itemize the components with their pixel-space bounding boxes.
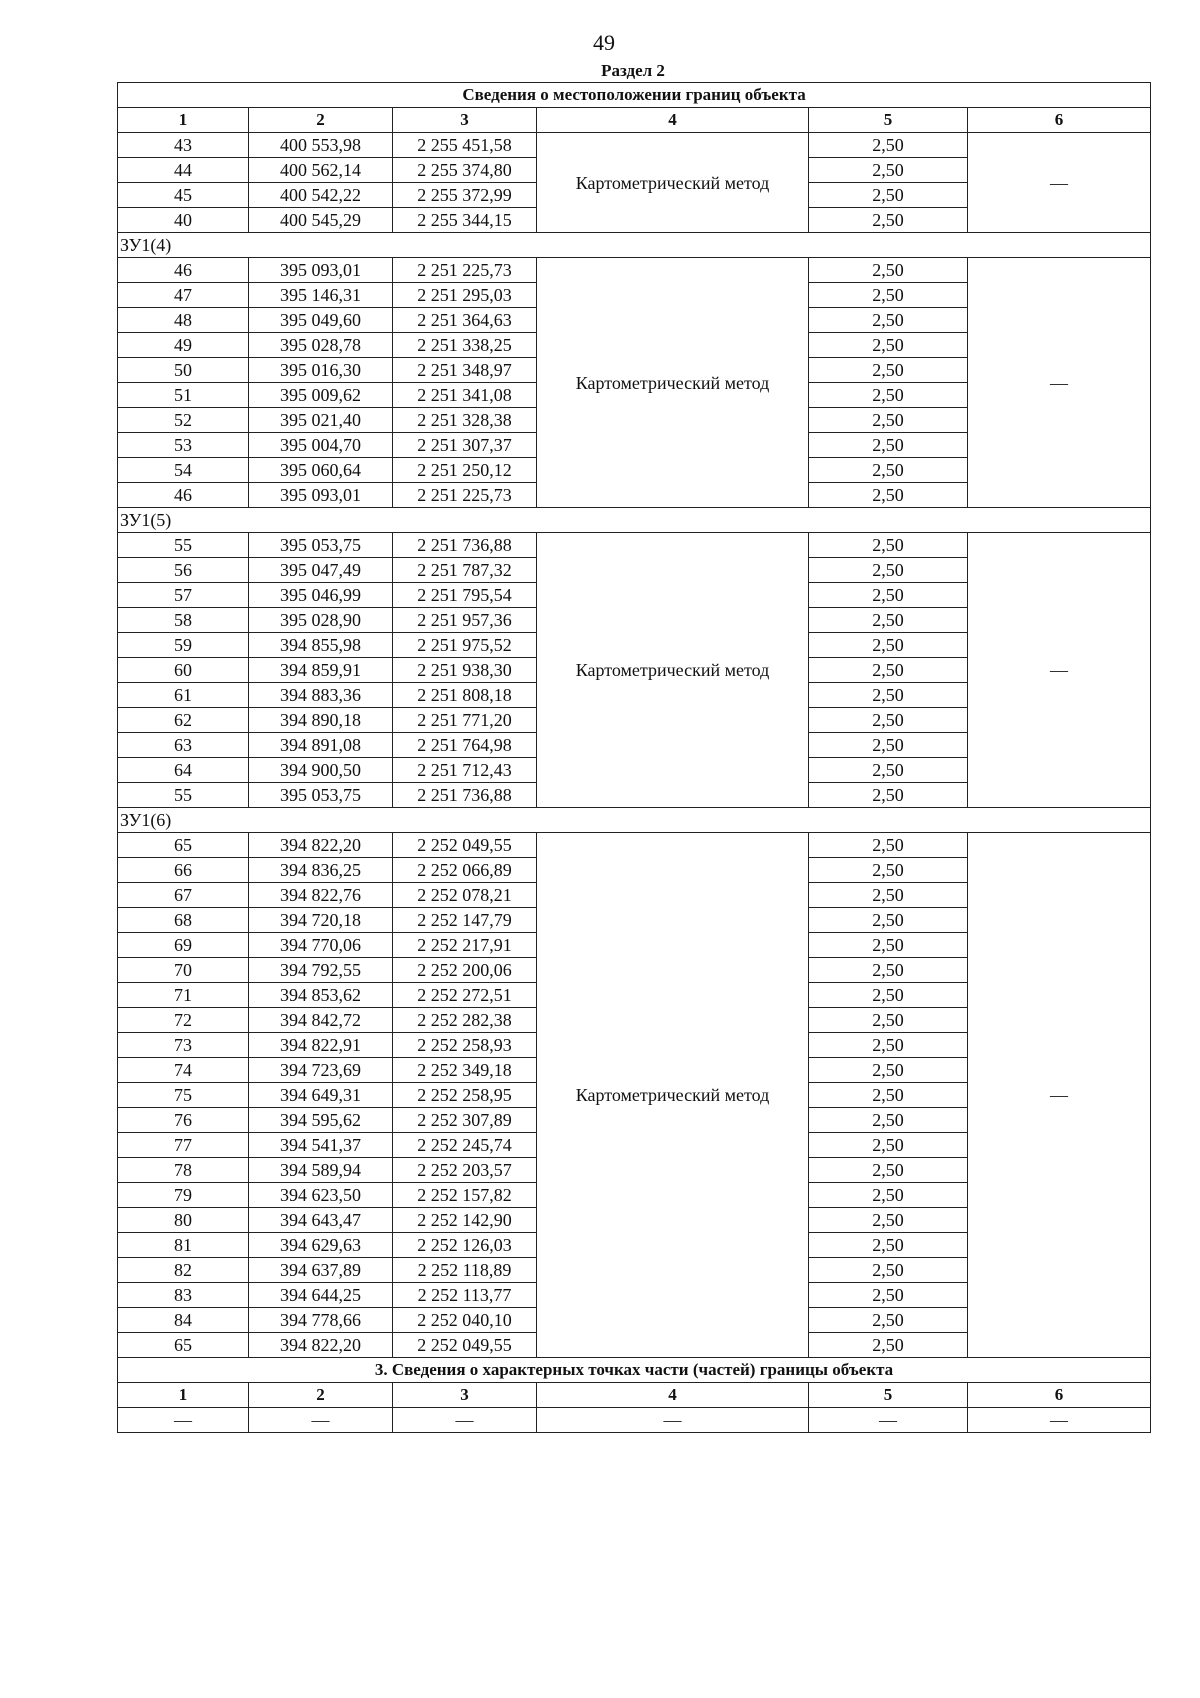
point-number: 80	[118, 1208, 249, 1233]
column6-dash: —	[968, 133, 1151, 233]
precision-value: 2,50	[809, 783, 968, 808]
point-number: 63	[118, 733, 249, 758]
precision-value: 2,50	[809, 1258, 968, 1283]
precision-value: 2,50	[809, 633, 968, 658]
point-number: 74	[118, 1058, 249, 1083]
point-number: 62	[118, 708, 249, 733]
coordinate-y: 2 252 258,93	[393, 1033, 537, 1058]
coordinate-x: 394 595,62	[249, 1108, 393, 1133]
point-number: 43	[118, 133, 249, 158]
precision-value: 2,50	[809, 658, 968, 683]
precision-value: 2,50	[809, 433, 968, 458]
point-number: 75	[118, 1083, 249, 1108]
precision-value: 2,50	[809, 483, 968, 508]
coordinate-y: 2 252 113,77	[393, 1283, 537, 1308]
coordinate-y: 2 252 157,82	[393, 1183, 537, 1208]
point-number: 83	[118, 1283, 249, 1308]
coordinate-y: 2 251 771,20	[393, 708, 537, 733]
point-number: 57	[118, 583, 249, 608]
point-number: 67	[118, 883, 249, 908]
point-number: 60	[118, 658, 249, 683]
point-number: 65	[118, 833, 249, 858]
point-number: 66	[118, 858, 249, 883]
point-number: 78	[118, 1158, 249, 1183]
precision-value: 2,50	[809, 208, 968, 233]
part-empty-row	[118, 1408, 1151, 1433]
coordinate-x: 394 623,50	[249, 1183, 393, 1208]
group-label: ЗУ1(5)	[118, 508, 1151, 533]
coordinate-x: 395 016,30	[249, 358, 393, 383]
precision-value: 2,50	[809, 608, 968, 633]
precision-value: 2,50	[809, 958, 968, 983]
point-number: 44	[118, 158, 249, 183]
table-row	[118, 133, 1151, 158]
precision-value: 2,50	[809, 533, 968, 558]
group-header-row	[118, 508, 1151, 533]
precision-value: 2,50	[809, 358, 968, 383]
coordinate-x: 400 545,29	[249, 208, 393, 233]
coordinate-y: 2 251 225,73	[393, 258, 537, 283]
coordinates-table	[117, 82, 1151, 1433]
column-header-1: 1	[118, 108, 249, 133]
coordinate-x: 400 542,22	[249, 183, 393, 208]
point-number: 40	[118, 208, 249, 233]
coordinate-y: 2 251 307,37	[393, 433, 537, 458]
precision-value: 2,50	[809, 158, 968, 183]
precision-value: 2,50	[809, 758, 968, 783]
coordinate-y: 2 251 364,63	[393, 308, 537, 333]
point-number: 46	[118, 258, 249, 283]
column-header-4: 4	[537, 108, 809, 133]
coordinate-y: 2 251 736,88	[393, 783, 537, 808]
precision-value: 2,50	[809, 583, 968, 608]
part-column-header-4: 4	[537, 1383, 809, 1408]
coordinate-x: 394 822,76	[249, 883, 393, 908]
coordinate-x: 394 649,31	[249, 1083, 393, 1108]
precision-value: 2,50	[809, 1308, 968, 1333]
precision-value: 2,50	[809, 733, 968, 758]
point-number: 59	[118, 633, 249, 658]
precision-value: 2,50	[809, 1058, 968, 1083]
coordinate-y: 2 252 066,89	[393, 858, 537, 883]
coordinate-y: 2 252 200,06	[393, 958, 537, 983]
coordinate-y: 2 252 126,03	[393, 1233, 537, 1258]
coordinate-x: 394 792,55	[249, 958, 393, 983]
coordinate-x: 395 047,49	[249, 558, 393, 583]
point-number: 69	[118, 933, 249, 958]
coordinate-y: 2 252 258,95	[393, 1083, 537, 1108]
part-section-title-row	[118, 1358, 1151, 1383]
coordinate-x: 394 836,25	[249, 858, 393, 883]
precision-value: 2,50	[809, 908, 968, 933]
coordinate-y: 2 251 328,38	[393, 408, 537, 433]
point-number: 48	[118, 308, 249, 333]
point-number: 53	[118, 433, 249, 458]
precision-value: 2,50	[809, 133, 968, 158]
coordinate-y: 2 255 372,99	[393, 183, 537, 208]
table-row	[118, 833, 1151, 858]
precision-value: 2,50	[809, 283, 968, 308]
coordinate-y: 2 251 808,18	[393, 683, 537, 708]
coordinate-x: 394 643,47	[249, 1208, 393, 1233]
point-number: 55	[118, 783, 249, 808]
coordinate-x: 395 049,60	[249, 308, 393, 333]
coordinate-y: 2 252 078,21	[393, 883, 537, 908]
coordinate-y: 2 252 245,74	[393, 1133, 537, 1158]
part-column-header-row	[118, 1383, 1151, 1408]
part-column-header-5: 5	[809, 1383, 968, 1408]
coordinate-x: 394 859,91	[249, 658, 393, 683]
column-header-5: 5	[809, 108, 968, 133]
column-header-row	[118, 108, 1151, 133]
coordinate-y: 2 252 142,90	[393, 1208, 537, 1233]
coordinate-x: 394 822,20	[249, 833, 393, 858]
coordinate-y: 2 251 295,03	[393, 283, 537, 308]
coordinate-y: 2 252 282,38	[393, 1008, 537, 1033]
coordinate-y: 2 255 344,15	[393, 208, 537, 233]
coordinate-x: 394 853,62	[249, 983, 393, 1008]
method-cell: Картометрический метод	[537, 833, 809, 1358]
point-number: 82	[118, 1258, 249, 1283]
precision-value: 2,50	[809, 1033, 968, 1058]
coordinate-x: 394 629,63	[249, 1233, 393, 1258]
coordinate-x: 395 028,78	[249, 333, 393, 358]
group-header-row	[118, 233, 1151, 258]
point-number: 81	[118, 1233, 249, 1258]
table-row	[118, 258, 1151, 283]
point-number: 50	[118, 358, 249, 383]
point-number: 71	[118, 983, 249, 1008]
coordinate-y: 2 252 118,89	[393, 1258, 537, 1283]
coordinate-y: 2 252 349,18	[393, 1058, 537, 1083]
part-column-header-3: 3	[393, 1383, 537, 1408]
coordinate-x: 394 778,66	[249, 1308, 393, 1333]
coordinate-x: 394 770,06	[249, 933, 393, 958]
precision-value: 2,50	[809, 1108, 968, 1133]
coordinate-x: 394 855,98	[249, 633, 393, 658]
precision-value: 2,50	[809, 383, 968, 408]
coordinate-y: 2 252 049,55	[393, 833, 537, 858]
method-cell: Картометрический метод	[537, 133, 809, 233]
coordinate-y: 2 251 250,12	[393, 458, 537, 483]
coordinate-y: 2 252 040,10	[393, 1308, 537, 1333]
coordinate-y: 2 251 341,08	[393, 383, 537, 408]
precision-value: 2,50	[809, 833, 968, 858]
precision-value: 2,50	[809, 1283, 968, 1308]
precision-value: 2,50	[809, 1208, 968, 1233]
precision-value: 2,50	[809, 1133, 968, 1158]
coordinate-y: 2 251 338,25	[393, 333, 537, 358]
coordinate-x: 395 060,64	[249, 458, 393, 483]
part-empty-cell: —	[537, 1408, 809, 1433]
point-number: 52	[118, 408, 249, 433]
coordinate-x: 394 637,89	[249, 1258, 393, 1283]
point-number: 55	[118, 533, 249, 558]
coordinate-y: 2 251 225,73	[393, 483, 537, 508]
coordinate-y: 2 252 272,51	[393, 983, 537, 1008]
precision-value: 2,50	[809, 258, 968, 283]
precision-value: 2,50	[809, 1233, 968, 1258]
coordinate-y: 2 252 307,89	[393, 1108, 537, 1133]
coordinate-y: 2 252 217,91	[393, 933, 537, 958]
point-number: 84	[118, 1308, 249, 1333]
column-header-2: 2	[249, 108, 393, 133]
coordinate-x: 395 009,62	[249, 383, 393, 408]
coordinate-y: 2 252 049,55	[393, 1333, 537, 1358]
part-column-header-2: 2	[249, 1383, 393, 1408]
precision-value: 2,50	[809, 558, 968, 583]
coordinate-y: 2 255 374,80	[393, 158, 537, 183]
point-number: 65	[118, 1333, 249, 1358]
part-column-header-1: 1	[118, 1383, 249, 1408]
precision-value: 2,50	[809, 708, 968, 733]
part-empty-cell: —	[393, 1408, 537, 1433]
coordinate-x: 395 093,01	[249, 483, 393, 508]
coordinate-x: 400 553,98	[249, 133, 393, 158]
coordinate-y: 2 251 736,88	[393, 533, 537, 558]
coordinate-x: 394 541,37	[249, 1133, 393, 1158]
coordinate-y: 2 251 938,30	[393, 658, 537, 683]
table-title: Сведения о местоположении границ объекта	[118, 83, 1151, 108]
point-number: 68	[118, 908, 249, 933]
point-number: 47	[118, 283, 249, 308]
method-cell: Картометрический метод	[537, 258, 809, 508]
coordinate-x: 395 053,75	[249, 533, 393, 558]
table-title-row	[118, 83, 1151, 108]
precision-value: 2,50	[809, 333, 968, 358]
coordinate-y: 2 251 348,97	[393, 358, 537, 383]
point-number: 76	[118, 1108, 249, 1133]
point-number: 73	[118, 1033, 249, 1058]
point-number: 54	[118, 458, 249, 483]
coordinate-y: 2 251 787,32	[393, 558, 537, 583]
coordinate-x: 394 900,50	[249, 758, 393, 783]
method-cell: Картометрический метод	[537, 533, 809, 808]
column6-dash: —	[968, 258, 1151, 508]
precision-value: 2,50	[809, 408, 968, 433]
coordinate-x: 400 562,14	[249, 158, 393, 183]
precision-value: 2,50	[809, 683, 968, 708]
precision-value: 2,50	[809, 458, 968, 483]
point-number: 72	[118, 1008, 249, 1033]
part-empty-cell: —	[118, 1408, 249, 1433]
coordinate-y: 2 252 203,57	[393, 1158, 537, 1183]
point-number: 49	[118, 333, 249, 358]
coordinate-x: 394 644,25	[249, 1283, 393, 1308]
precision-value: 2,50	[809, 1183, 968, 1208]
coordinate-x: 395 146,31	[249, 283, 393, 308]
coordinate-x: 394 890,18	[249, 708, 393, 733]
point-number: 56	[118, 558, 249, 583]
coordinate-x: 395 053,75	[249, 783, 393, 808]
precision-value: 2,50	[809, 1158, 968, 1183]
coordinate-x: 395 021,40	[249, 408, 393, 433]
point-number: 46	[118, 483, 249, 508]
coordinate-x: 394 720,18	[249, 908, 393, 933]
point-number: 70	[118, 958, 249, 983]
point-number: 45	[118, 183, 249, 208]
precision-value: 2,50	[809, 308, 968, 333]
column6-dash: —	[968, 533, 1151, 808]
coordinate-y: 2 251 764,98	[393, 733, 537, 758]
point-number: 51	[118, 383, 249, 408]
coordinate-y: 2 252 147,79	[393, 908, 537, 933]
coordinate-x: 395 093,01	[249, 258, 393, 283]
table-row	[118, 533, 1151, 558]
coordinate-y: 2 251 957,36	[393, 608, 537, 633]
coordinate-x: 394 842,72	[249, 1008, 393, 1033]
coordinate-x: 395 028,90	[249, 608, 393, 633]
part-empty-cell: —	[249, 1408, 393, 1433]
point-number: 61	[118, 683, 249, 708]
precision-value: 2,50	[809, 183, 968, 208]
precision-value: 2,50	[809, 933, 968, 958]
coordinate-y: 2 255 451,58	[393, 133, 537, 158]
group-header-row	[118, 808, 1151, 833]
point-number: 64	[118, 758, 249, 783]
precision-value: 2,50	[809, 1083, 968, 1108]
coordinate-x: 394 822,91	[249, 1033, 393, 1058]
coordinate-x: 395 004,70	[249, 433, 393, 458]
point-number: 77	[118, 1133, 249, 1158]
coordinate-x: 394 891,08	[249, 733, 393, 758]
precision-value: 2,50	[809, 858, 968, 883]
column6-dash: —	[968, 833, 1151, 1358]
group-label: ЗУ1(6)	[118, 808, 1151, 833]
coordinate-x: 394 589,94	[249, 1158, 393, 1183]
part-column-header-6: 6	[968, 1383, 1151, 1408]
section-label: Раздел 2	[601, 61, 665, 80]
point-number: 79	[118, 1183, 249, 1208]
point-number: 58	[118, 608, 249, 633]
part-empty-cell: —	[809, 1408, 968, 1433]
group-label: ЗУ1(4)	[118, 233, 1151, 258]
coordinate-y: 2 251 712,43	[393, 758, 537, 783]
precision-value: 2,50	[809, 1333, 968, 1358]
part-section-title: 3. Сведения о характерных точках части (частей) границы объекта	[118, 1358, 1151, 1383]
precision-value: 2,50	[809, 1008, 968, 1033]
coordinate-x: 394 723,69	[249, 1058, 393, 1083]
column-header-6: 6	[968, 108, 1151, 133]
precision-value: 2,50	[809, 883, 968, 908]
page-number: 49	[593, 30, 615, 55]
coordinates-table-body	[118, 83, 1151, 1433]
coordinate-y: 2 251 795,54	[393, 583, 537, 608]
column-header-3: 3	[393, 108, 537, 133]
part-empty-cell: —	[968, 1408, 1151, 1433]
precision-value: 2,50	[809, 983, 968, 1008]
coordinate-x: 394 822,20	[249, 1333, 393, 1358]
coordinate-x: 395 046,99	[249, 583, 393, 608]
coordinate-x: 394 883,36	[249, 683, 393, 708]
coordinate-y: 2 251 975,52	[393, 633, 537, 658]
